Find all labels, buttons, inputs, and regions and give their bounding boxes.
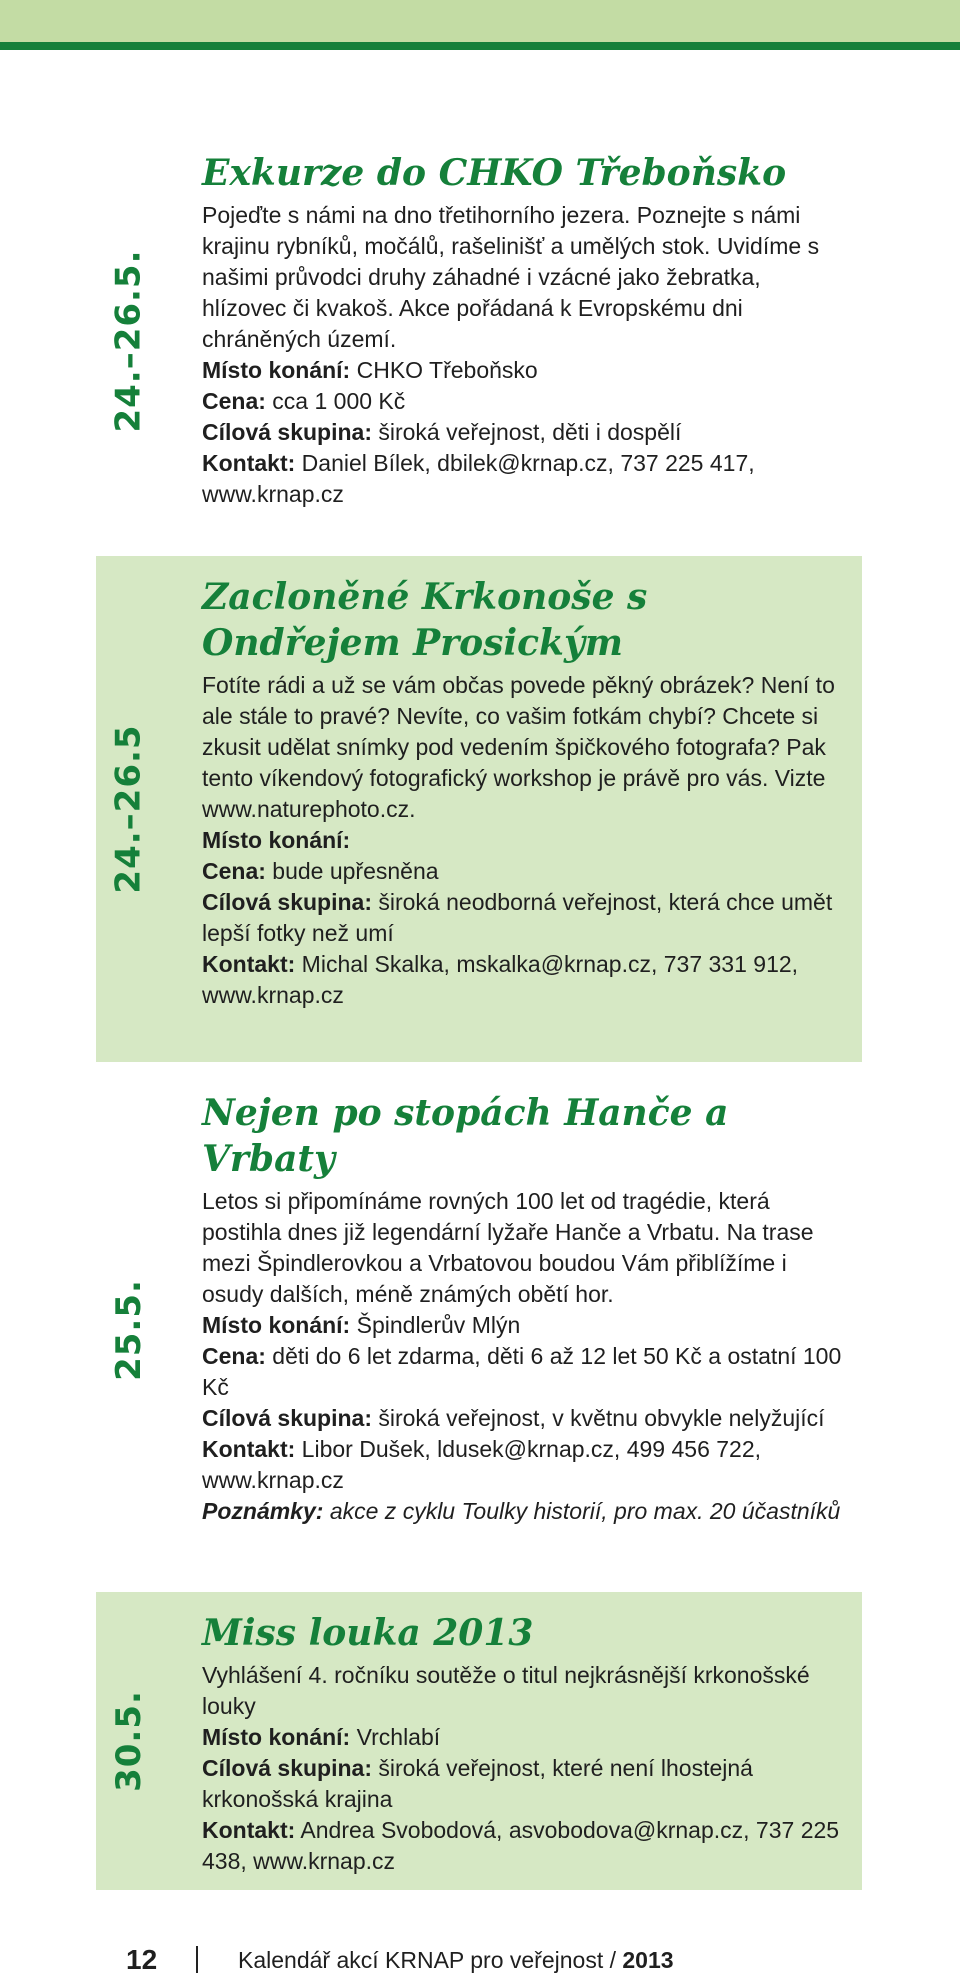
event-note: Poznámky: akce z cyklu Toulky historií, pro max. 20 účastníků [202, 1498, 841, 1524]
event-title: Miss louka 2013 [202, 1612, 534, 1654]
event-content [202, 150, 842, 510]
event-description: Letos si připomínáme rovných 100 let od tragédie, která postihla dnes již legendární lyžaře Hanče a Vrbatu. Na trase mezi Špindlerovkou a Vrbatovou boudou Vám přiblížíme i osudy dalších, méně známých obětí hor. [202, 1188, 814, 1307]
event-contact: Kontakt: Daniel Bílek, dbilek@krnap.cz, 737 225 417, www.krnap.cz [202, 450, 755, 507]
page-number: 12 [126, 1944, 158, 1975]
event-price: Cena: děti do 6 let zdarma, děti 6 až 12 let 50 Kč a ostatní 100 Kč [202, 1343, 842, 1400]
event-target: Cílová skupina: široká neodborná veřejnost, která chce umět lepší fotky než umí [202, 889, 833, 946]
event-contact: Kontakt: Libor Dušek, ldusek@krnap.cz, 499 456 722, www.krnap.cz [202, 1436, 762, 1493]
event-date: 24.–26.5. [109, 249, 150, 433]
event-target: Cílová skupina: široká veřejnost, v květnu obvykle nelyžující [202, 1405, 825, 1431]
event-target: Cílová skupina: široká veřejnost, které není lhostejná krkonošská krajina [202, 1755, 753, 1812]
event-card-3 [96, 1080, 862, 1580]
footer-title: Kalendář akcí KRNAP pro veřejnost / 2013 [238, 1947, 674, 1973]
event-description: Vyhlášení 4. ročníku soutěže o titul nejkrásnější krkonošské louky [202, 1662, 810, 1719]
top-rule [0, 42, 960, 50]
event-content [202, 1090, 842, 1527]
event-title: Nejen po stopách Hanče a Vrbaty [202, 1092, 729, 1180]
event-contact: Kontakt: Michal Skalka, mskalka@krnap.cz, 737 331 912, www.krnap.cz [202, 951, 799, 1008]
event-card-2 [96, 556, 862, 1062]
event-place: Místo konání: Vrchlabí [202, 1724, 441, 1750]
top-color-band [0, 0, 960, 42]
event-content [202, 574, 842, 1011]
event-content [202, 1610, 842, 1877]
event-title: Exkurze do CHKO Třeboňsko [202, 152, 787, 194]
event-description: Pojeďte s námi na dno třetihorního jezera. Poznejte s námi krajinu rybníků, močálů, rašelinišť a umělých stok. Uvidíme s našimi průvodci druhy záhadné i vzácné jako žebratka, hlízovec či kvakoš. Akce pořádaná k Evropskému dni chráněných území. [202, 202, 820, 352]
event-date: 30.5. [109, 1690, 149, 1792]
event-price: Cena: cca 1 000 Kč [202, 388, 406, 414]
event-place: Místo konání: Špindlerův Mlýn [202, 1312, 521, 1338]
event-date: 24.–26.5 [109, 724, 149, 894]
event-card-1 [96, 132, 862, 550]
footer-divider [196, 1946, 198, 1973]
event-date: 25.5. [109, 1279, 149, 1381]
event-description: Fotíte rádi a už se vám občas povede pěkný obrázek? Není to ale stále to pravé? Nevíte, co vašim fotkám chybí? Chcete si zkusit udělat snímky pod vedením špičkového fotografa? Pak tento víkendový fotografický workshop je právě pro vás. Vizte www.naturephoto.cz. [202, 672, 835, 822]
event-target: Cílová skupina: široká veřejnost, děti i dospělí [202, 419, 682, 445]
event-price: Cena: bude upřesněna [202, 858, 439, 884]
event-title: Zacloněné Krkonoše s Ondřejem Prosickým [202, 576, 648, 664]
event-card-4 [96, 1592, 862, 1890]
event-place: Místo konání: CHKO Třeboňsko [202, 357, 538, 383]
event-place: Místo konání: [202, 827, 351, 853]
event-contact: Kontakt: Andrea Svobodová, asvobodova@krnap.cz, 737 225 438, www.krnap.cz [202, 1817, 840, 1874]
